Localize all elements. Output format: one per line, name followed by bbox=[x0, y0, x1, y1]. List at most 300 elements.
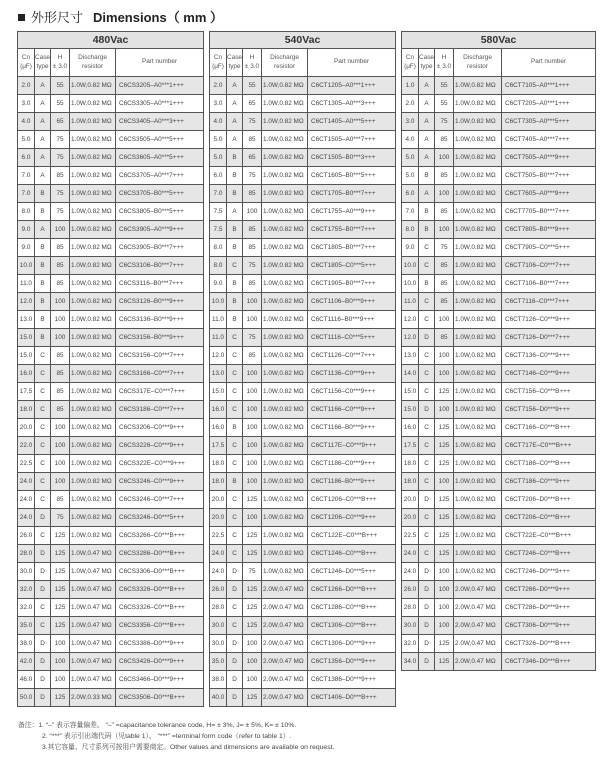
table-row bbox=[18, 527, 204, 545]
cell-resistor: 1.0W,0.82 MΩ bbox=[454, 473, 502, 491]
cell-part-number: C6CS3426–D0***9+++ bbox=[116, 653, 204, 671]
cell-resistor: 1.0W,0.47 MΩ bbox=[70, 563, 116, 581]
cell-part-number: C6CT7905–C0***5+++ bbox=[502, 239, 596, 257]
cell-part-number: C6CS3246–D0***5+++ bbox=[116, 509, 204, 527]
cell-height: 85 bbox=[243, 221, 262, 239]
cell-part-number: C6CS3466–D0***9+++ bbox=[116, 671, 204, 689]
table-row bbox=[18, 491, 204, 509]
cell-capacitance: 9.0 bbox=[402, 239, 419, 257]
cell-part-number: C6CT7305–A0***5+++ bbox=[502, 113, 596, 131]
cell-resistor: 1.0W,0.47 MΩ bbox=[70, 599, 116, 617]
cell-resistor: 2.0W,0.33 MΩ bbox=[70, 689, 116, 707]
cell-part-number: C6CS3306–D0***B+++ bbox=[116, 563, 204, 581]
cell-capacitance: 5.0 bbox=[402, 167, 419, 185]
cell-part-number: C6CS3266–C0***B+++ bbox=[116, 527, 204, 545]
cell-height: 85 bbox=[435, 167, 454, 185]
cell-capacitance: 8.0 bbox=[210, 239, 227, 257]
cell-part-number: C6CT1405–A0***5+++ bbox=[308, 113, 396, 131]
cell-case-type: B bbox=[419, 221, 435, 239]
cell-case-type: D bbox=[419, 329, 435, 347]
cell-height: 125 bbox=[435, 527, 454, 545]
cell-height: 85 bbox=[51, 167, 70, 185]
cell-capacitance: 22.0 bbox=[18, 437, 35, 455]
cell-capacitance: 2.0 bbox=[18, 77, 35, 95]
cell-capacitance: 24.0 bbox=[402, 545, 419, 563]
table-row bbox=[18, 365, 204, 383]
table-row bbox=[210, 599, 396, 617]
cell-capacitance: 20.0 bbox=[402, 509, 419, 527]
cell-capacitance: 13.0 bbox=[402, 347, 419, 365]
cell-height: 125 bbox=[243, 491, 262, 509]
cell-case-type: D bbox=[419, 617, 435, 635]
cell-resistor: 1.0W,0.82 MΩ bbox=[454, 257, 502, 275]
cell-case-type: B bbox=[419, 203, 435, 221]
cell-case-type: B bbox=[35, 185, 51, 203]
table-row bbox=[402, 545, 596, 563]
col-h-tolerance: ± 3.0 bbox=[436, 62, 452, 70]
cell-part-number: C6CT1186–B0***9+++ bbox=[308, 473, 396, 491]
table-row bbox=[402, 311, 596, 329]
cell-capacitance: 4.0 bbox=[402, 131, 419, 149]
cell-height: 100 bbox=[435, 563, 454, 581]
table-row bbox=[210, 347, 396, 365]
cell-capacitance: 24.0 bbox=[18, 491, 35, 509]
cell-resistor: 1.0W,0.82 MΩ bbox=[454, 77, 502, 95]
table-row bbox=[18, 437, 204, 455]
cell-case-type: A bbox=[227, 77, 243, 95]
table-row bbox=[402, 527, 596, 545]
table-row bbox=[402, 95, 596, 113]
cell-case-type: D bbox=[227, 581, 243, 599]
cell-height: 85 bbox=[435, 131, 454, 149]
cell-part-number: C6CT1246–C0***B+++ bbox=[308, 545, 396, 563]
cell-case-type: C bbox=[35, 401, 51, 419]
table-row bbox=[402, 293, 596, 311]
cell-capacitance: 8.0 bbox=[402, 221, 419, 239]
cell-resistor: 1.0W,0.82 MΩ bbox=[262, 347, 308, 365]
cell-capacitance: 5.0 bbox=[210, 131, 227, 149]
cell-capacitance: 24.0 bbox=[402, 563, 419, 581]
col-h-tolerance: ± 3.0 bbox=[52, 62, 68, 70]
cell-capacitance: 24.0 bbox=[18, 473, 35, 491]
table-row bbox=[210, 401, 396, 419]
table-row bbox=[402, 221, 596, 239]
cell-case-type: D bbox=[419, 563, 435, 581]
cell-case-type: C bbox=[419, 257, 435, 275]
table-row bbox=[402, 113, 596, 131]
cell-case-type: A bbox=[227, 95, 243, 113]
cell-case-type: C bbox=[419, 293, 435, 311]
cell-resistor: 1.0W,0.82 MΩ bbox=[454, 419, 502, 437]
cell-case-type: D bbox=[227, 689, 243, 707]
cell-part-number: C6CT1205–A0***1+++ bbox=[308, 77, 396, 95]
cell-resistor: 1.0W,0.82 MΩ bbox=[454, 365, 502, 383]
cell-resistor: 1.0W,0.82 MΩ bbox=[70, 473, 116, 491]
cell-part-number: C6CT1156–C0***9+++ bbox=[308, 383, 396, 401]
table-540vac bbox=[209, 31, 396, 707]
cell-resistor: 2.0W,0.47 MΩ bbox=[454, 653, 502, 671]
col-type-label: type bbox=[420, 62, 433, 70]
cell-part-number: C6CS3326–C0***B+++ bbox=[116, 599, 204, 617]
cell-capacitance: 38.0 bbox=[210, 671, 227, 689]
cell-resistor: 1.0W,0.47 MΩ bbox=[70, 581, 116, 599]
cell-part-number: C6CT1166–B0***9+++ bbox=[308, 419, 396, 437]
cell-part-number: C6CT1306–C0***B+++ bbox=[308, 617, 396, 635]
cell-height: 125 bbox=[243, 545, 262, 563]
cell-resistor: 1.0W,0.82 MΩ bbox=[262, 239, 308, 257]
cell-height: 125 bbox=[51, 599, 70, 617]
cell-part-number: C6CT7156–C0***B+++ bbox=[502, 383, 596, 401]
cell-height: 100 bbox=[243, 293, 262, 311]
cell-resistor: 1.0W,0.82 MΩ bbox=[262, 203, 308, 221]
cell-case-type: A bbox=[419, 185, 435, 203]
cell-capacitance: 22.5 bbox=[402, 527, 419, 545]
cell-height: 125 bbox=[435, 509, 454, 527]
cell-height: 85 bbox=[243, 131, 262, 149]
col-type-label: type bbox=[36, 62, 49, 70]
cell-part-number: C6CT122E–C0***B+++ bbox=[308, 527, 396, 545]
cell-capacitance: 24.0 bbox=[18, 509, 35, 527]
col-res-label2: resistor bbox=[274, 62, 295, 70]
cell-part-number: C6CT7346–D0***B+++ bbox=[502, 653, 596, 671]
table-row bbox=[402, 491, 596, 509]
cell-capacitance: 15.0 bbox=[402, 383, 419, 401]
table-row bbox=[402, 239, 596, 257]
cell-height: 125 bbox=[51, 581, 70, 599]
cell-case-type: B bbox=[35, 203, 51, 221]
cell-resistor: 1.0W,0.82 MΩ bbox=[70, 131, 116, 149]
cell-capacitance: 7.0 bbox=[402, 203, 419, 221]
cell-height: 100 bbox=[435, 473, 454, 491]
table-row bbox=[402, 599, 596, 617]
cell-capacitance: 3.0 bbox=[18, 95, 35, 113]
cell-height: 100 bbox=[243, 653, 262, 671]
cell-resistor: 1.0W,0.82 MΩ bbox=[70, 455, 116, 473]
cell-part-number: C6CS3156–B0***9+++ bbox=[116, 329, 204, 347]
cell-height: 75 bbox=[243, 113, 262, 131]
cell-height: 125 bbox=[243, 689, 262, 707]
cell-case-type: D bbox=[35, 581, 51, 599]
cell-part-number: C6CT7605–A0***9+++ bbox=[502, 185, 596, 203]
cell-part-number: C6CT7205–A0***1+++ bbox=[502, 95, 596, 113]
col-cn-label: Cn bbox=[21, 53, 31, 61]
cell-case-type: C bbox=[35, 599, 51, 617]
table-row bbox=[18, 455, 204, 473]
cell-case-type: C bbox=[419, 347, 435, 365]
table-row bbox=[210, 455, 396, 473]
cell-height: 100 bbox=[435, 599, 454, 617]
cell-case-type: D bbox=[419, 581, 435, 599]
col-height bbox=[243, 49, 262, 77]
page-title bbox=[18, 7, 223, 26]
column-header-row bbox=[18, 49, 204, 77]
table-row bbox=[210, 185, 396, 203]
cell-height: 100 bbox=[243, 365, 262, 383]
cell-part-number: C6CT1705–B0***7+++ bbox=[308, 185, 396, 203]
cell-part-number: C6CS3326–D0***B+++ bbox=[116, 581, 204, 599]
cell-case-type: C bbox=[35, 383, 51, 401]
cell-height: 65 bbox=[243, 149, 262, 167]
table-row bbox=[18, 257, 204, 275]
table-row bbox=[402, 401, 596, 419]
cell-capacitance: 18.0 bbox=[18, 401, 35, 419]
cell-part-number: C6CT1206–C0***B+++ bbox=[308, 491, 396, 509]
col-capacitance bbox=[210, 49, 227, 77]
col-case-type bbox=[419, 49, 435, 77]
cell-case-type: C bbox=[227, 401, 243, 419]
cell-resistor: 1.0W,0.82 MΩ bbox=[262, 455, 308, 473]
cell-height: 85 bbox=[51, 275, 70, 293]
table-row bbox=[18, 239, 204, 257]
cell-capacitance: 7.5 bbox=[210, 203, 227, 221]
table-row bbox=[18, 545, 204, 563]
cell-part-number: C6CS3805–B0***5+++ bbox=[116, 203, 204, 221]
table-row bbox=[402, 635, 596, 653]
cell-case-type: C bbox=[227, 509, 243, 527]
cell-height: 85 bbox=[435, 203, 454, 221]
cell-case-type: C bbox=[227, 347, 243, 365]
cell-resistor: 1.0W,0.82 MΩ bbox=[70, 239, 116, 257]
cell-resistor: 1.0W,0.82 MΩ bbox=[454, 347, 502, 365]
table-row bbox=[210, 581, 396, 599]
voltage-header: 480Vac bbox=[18, 32, 204, 49]
cell-case-type: D bbox=[35, 689, 51, 707]
table-row bbox=[18, 293, 204, 311]
cell-capacitance: 22.5 bbox=[210, 527, 227, 545]
cell-part-number: C6CT1106–B0***9+++ bbox=[308, 293, 396, 311]
cell-capacitance: 8.0 bbox=[210, 257, 227, 275]
cell-part-number: C6CT7206–C0***B+++ bbox=[502, 509, 596, 527]
cell-case-type: C bbox=[227, 599, 243, 617]
cell-resistor: 1.0W,0.47 MΩ bbox=[70, 653, 116, 671]
cell-capacitance: 10.0 bbox=[210, 293, 227, 311]
table-row bbox=[402, 419, 596, 437]
cell-height: 100 bbox=[51, 419, 70, 437]
cell-height: 100 bbox=[435, 185, 454, 203]
cell-part-number: C6CT1126–C0***7+++ bbox=[308, 347, 396, 365]
cell-height: 125 bbox=[243, 617, 262, 635]
cell-capacitance: 11.0 bbox=[210, 329, 227, 347]
col-cn-unit: (μF) bbox=[404, 62, 416, 70]
cell-height: 125 bbox=[51, 563, 70, 581]
cell-resistor: 1.0W,0.82 MΩ bbox=[70, 77, 116, 95]
cell-resistor: 1.0W,0.82 MΩ bbox=[262, 257, 308, 275]
cell-resistor: 1.0W,0.82 MΩ bbox=[70, 527, 116, 545]
cell-capacitance: 12.0 bbox=[402, 311, 419, 329]
cell-case-type: B bbox=[35, 329, 51, 347]
cell-part-number: C6CT7286–D0***9+++ bbox=[502, 599, 596, 617]
cell-resistor: 1.0W,0.82 MΩ bbox=[262, 293, 308, 311]
cell-case-type: D bbox=[35, 671, 51, 689]
cell-height: 85 bbox=[435, 257, 454, 275]
cell-capacitance: 32.0 bbox=[18, 581, 35, 599]
cell-capacitance: 13.0 bbox=[18, 311, 35, 329]
table-row bbox=[402, 329, 596, 347]
cell-height: 85 bbox=[51, 239, 70, 257]
cell-part-number: C6CT7505–B0***7+++ bbox=[502, 167, 596, 185]
cell-case-type: C bbox=[227, 437, 243, 455]
cell-part-number: C6CS3226–C0***9+++ bbox=[116, 437, 204, 455]
col-part-number: Part number bbox=[116, 49, 204, 77]
table-row bbox=[18, 473, 204, 491]
cell-resistor: 1.0W,0.82 MΩ bbox=[262, 473, 308, 491]
cell-capacitance: 1.0 bbox=[402, 77, 419, 95]
cell-capacitance: 24.0 bbox=[210, 545, 227, 563]
cell-resistor: 1.0W,0.82 MΩ bbox=[262, 149, 308, 167]
cell-capacitance: 6.0 bbox=[18, 149, 35, 167]
cell-resistor: 2.0W,0.47 MΩ bbox=[454, 599, 502, 617]
cell-height: 125 bbox=[243, 599, 262, 617]
cell-height: 100 bbox=[51, 455, 70, 473]
cell-capacitance: 28.0 bbox=[402, 599, 419, 617]
cell-case-type: C bbox=[227, 257, 243, 275]
table-row bbox=[210, 473, 396, 491]
cell-resistor: 1.0W,0.82 MΩ bbox=[454, 545, 502, 563]
cell-capacitance: 3.0 bbox=[402, 113, 419, 131]
cell-resistor: 1.0W,0.82 MΩ bbox=[454, 383, 502, 401]
cell-part-number: C6CS3505–A0***5+++ bbox=[116, 131, 204, 149]
cell-resistor: 1.0W,0.82 MΩ bbox=[262, 365, 308, 383]
table-row bbox=[402, 455, 596, 473]
cell-height: 100 bbox=[51, 311, 70, 329]
cell-resistor: 1.0W,0.82 MΩ bbox=[454, 509, 502, 527]
cell-case-type: D bbox=[419, 599, 435, 617]
table-row bbox=[210, 563, 396, 581]
cell-capacitance: 11.0 bbox=[210, 311, 227, 329]
table-row bbox=[210, 653, 396, 671]
cell-resistor: 1.0W,0.82 MΩ bbox=[454, 113, 502, 131]
cell-case-type: B bbox=[35, 293, 51, 311]
cell-resistor: 1.0W,0.82 MΩ bbox=[262, 131, 308, 149]
table-row bbox=[402, 617, 596, 635]
cell-resistor: 1.0W,0.82 MΩ bbox=[70, 383, 116, 401]
cell-part-number: C6CS3405–A0***3+++ bbox=[116, 113, 204, 131]
table-row bbox=[210, 239, 396, 257]
cell-resistor: 1.0W,0.82 MΩ bbox=[454, 185, 502, 203]
cell-part-number: C6CS3905–B0***7+++ bbox=[116, 239, 204, 257]
cell-capacitance: 16.0 bbox=[210, 401, 227, 419]
table-row bbox=[210, 689, 396, 707]
cell-part-number: C6CT1605–B0***5+++ bbox=[308, 167, 396, 185]
table-row bbox=[402, 581, 596, 599]
cell-height: 125 bbox=[435, 545, 454, 563]
cell-capacitance: 46.0 bbox=[18, 671, 35, 689]
cell-part-number: C6CS3705–B0***5+++ bbox=[116, 185, 204, 203]
table-row bbox=[402, 347, 596, 365]
cell-case-type: D bbox=[419, 635, 435, 653]
title-cn: 外形尺寸 bbox=[31, 10, 84, 25]
cell-case-type: C bbox=[227, 527, 243, 545]
cell-capacitance: 35.0 bbox=[18, 617, 35, 635]
cell-resistor: 2.0W,0.47 MΩ bbox=[262, 617, 308, 635]
cell-height: 100 bbox=[243, 509, 262, 527]
note-2: 2. “***” 表示引出端代码（见table 1）。 “***” =terminal form code（refer to table 1）. bbox=[42, 733, 292, 740]
cell-case-type: D bbox=[35, 509, 51, 527]
cell-height: 75 bbox=[51, 185, 70, 203]
cell-case-type: C bbox=[227, 545, 243, 563]
table-row bbox=[18, 77, 204, 95]
cell-case-type: B bbox=[227, 149, 243, 167]
cell-capacitance: 16.0 bbox=[210, 419, 227, 437]
cell-resistor: 2.0W,0.47 MΩ bbox=[454, 635, 502, 653]
table-row bbox=[402, 149, 596, 167]
cell-case-type: C bbox=[35, 491, 51, 509]
cell-part-number: C6CT1266–D0***B+++ bbox=[308, 581, 396, 599]
cell-case-type: A bbox=[227, 203, 243, 221]
cell-capacitance: 7.0 bbox=[18, 185, 35, 203]
cell-capacitance: 26.0 bbox=[210, 581, 227, 599]
cell-case-type: A bbox=[419, 131, 435, 149]
cell-resistor: 1.0W,0.47 MΩ bbox=[70, 545, 116, 563]
col-cn-unit: (μF) bbox=[20, 62, 32, 70]
cell-resistor: 1.0W,0.82 MΩ bbox=[454, 437, 502, 455]
cell-case-type: A bbox=[35, 221, 51, 239]
cell-resistor: 2.0W,0.47 MΩ bbox=[262, 689, 308, 707]
cell-capacitance: 50.0 bbox=[18, 689, 35, 707]
cell-case-type: A bbox=[419, 149, 435, 167]
cell-part-number: C6CS3136–B0***9+++ bbox=[116, 311, 204, 329]
cell-case-type: A bbox=[227, 131, 243, 149]
cell-capacitance: 14.0 bbox=[402, 365, 419, 383]
cell-resistor: 1.0W,0.82 MΩ bbox=[70, 437, 116, 455]
cell-case-type: A bbox=[35, 149, 51, 167]
table-row bbox=[402, 167, 596, 185]
cell-part-number: C6CT1186–C0***9+++ bbox=[308, 455, 396, 473]
cell-capacitance: 9.0 bbox=[18, 221, 35, 239]
cell-height: 75 bbox=[243, 329, 262, 347]
cell-part-number: C6CS3305–A0***1+++ bbox=[116, 95, 204, 113]
table-row bbox=[18, 581, 204, 599]
cell-height: 100 bbox=[243, 311, 262, 329]
table-row bbox=[18, 671, 204, 689]
cell-resistor: 1.0W,0.82 MΩ bbox=[454, 203, 502, 221]
table-row bbox=[402, 203, 596, 221]
cell-resistor: 1.0W,0.82 MΩ bbox=[454, 455, 502, 473]
cell-resistor: 1.0W,0.47 MΩ bbox=[70, 635, 116, 653]
cell-height: 100 bbox=[51, 221, 70, 239]
cell-case-type: B bbox=[227, 221, 243, 239]
cell-height: 85 bbox=[243, 239, 262, 257]
cell-capacitance: 40.0 bbox=[210, 689, 227, 707]
cell-part-number: C6CS3206–C0***9+++ bbox=[116, 419, 204, 437]
col-case-label: Case bbox=[35, 53, 50, 61]
cell-height: 100 bbox=[243, 437, 262, 455]
cell-height: 125 bbox=[435, 491, 454, 509]
cell-part-number: C6CT7505–A0***9+++ bbox=[502, 149, 596, 167]
cell-capacitance: 38.0 bbox=[18, 635, 35, 653]
col-cn-label: Cn bbox=[405, 53, 415, 61]
cell-case-type: A bbox=[35, 113, 51, 131]
cell-height: 100 bbox=[435, 221, 454, 239]
cell-height: 100 bbox=[243, 383, 262, 401]
cell-height: 85 bbox=[435, 293, 454, 311]
table-row bbox=[210, 329, 396, 347]
table-row bbox=[210, 545, 396, 563]
table-row bbox=[18, 419, 204, 437]
cell-case-type: A bbox=[35, 167, 51, 185]
cell-part-number: C6CT7186–C0***B+++ bbox=[502, 455, 596, 473]
table-row bbox=[18, 275, 204, 293]
cell-case-type: C bbox=[419, 455, 435, 473]
cell-part-number: C6CT1136–C0***9+++ bbox=[308, 365, 396, 383]
table-row bbox=[18, 113, 204, 131]
cell-part-number: C6CT1805–B0***7+++ bbox=[308, 239, 396, 257]
cell-resistor: 1.0W,0.82 MΩ bbox=[70, 293, 116, 311]
cell-capacitance: 20.0 bbox=[402, 491, 419, 509]
cell-part-number: C6CS3246–C0***9+++ bbox=[116, 473, 204, 491]
cell-part-number: C6CT1505–A0***7+++ bbox=[308, 131, 396, 149]
cell-resistor: 1.0W,0.82 MΩ bbox=[262, 563, 308, 581]
